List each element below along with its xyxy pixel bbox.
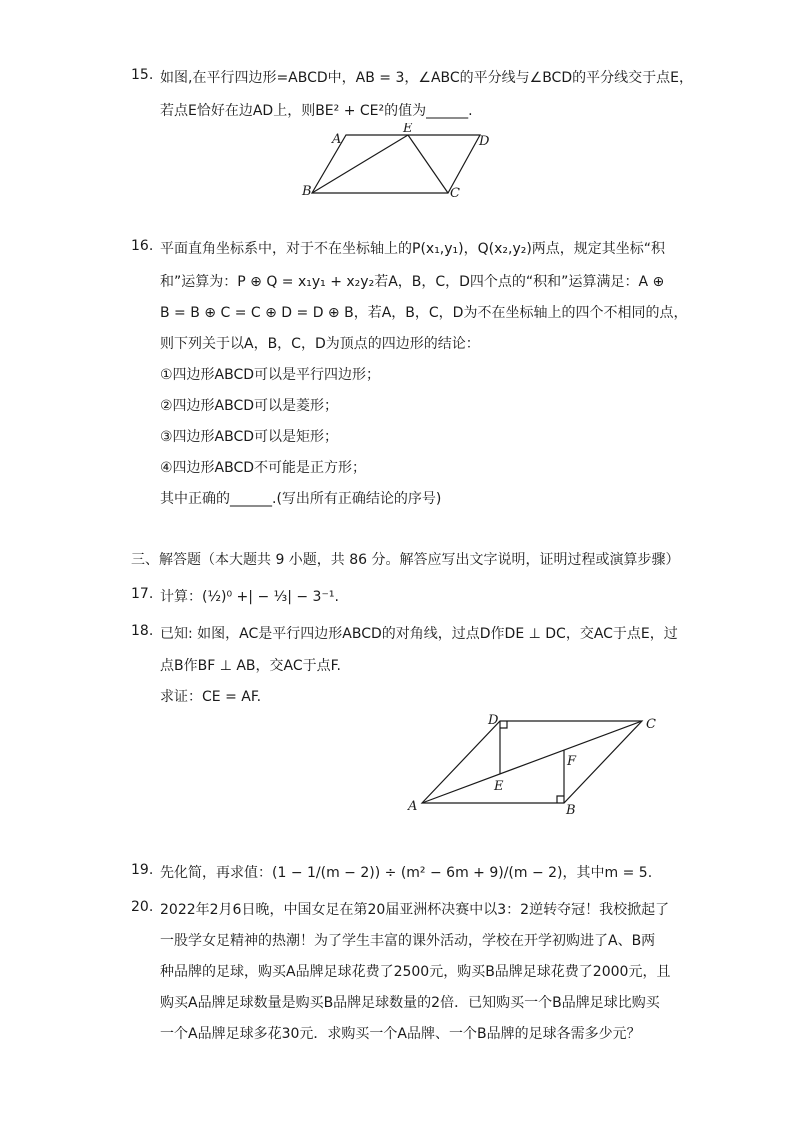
- q16-option-3: ③四边形ABCD可以是矩形；: [160, 429, 339, 445]
- q18-right-angle-b: [557, 796, 564, 803]
- q15-line-2: 若点E恰好在边AD上，则BE² + CE²的值为______.: [160, 103, 473, 119]
- q16-line-2: 和”运算为：P ⊕ Q = x₁y₁ + x₂y₂若A，B，C，D四个点的“积和”运算满足：A ⊕: [160, 274, 665, 290]
- q15-parallelogram-figure: [300, 123, 500, 201]
- q15-label-a: A: [332, 132, 342, 147]
- q18-diagonal-ac: [422, 721, 642, 803]
- q15-line-1: 如图,在平行四边形=ABCD中，AB = 3，∠ABC的平分线与∠BCD的平分线交于点E，: [160, 70, 693, 86]
- q18-line-1: 已知: 如图，AC是平行四边形ABCD的对角线，过点D作DE ⊥ DC，交AC于点E，过: [160, 626, 678, 642]
- q18-line-3: 求证：CE = AF.: [160, 689, 262, 705]
- q18-label-c: C: [646, 717, 656, 732]
- q18-label-d: D: [488, 713, 499, 728]
- section-3-title: 三、解答题（本大题共 9 小题，共 86 分。解答应写出文字说明，证明过程或演算步骤）: [131, 552, 680, 568]
- q20-line-4: 购买A品牌足球数量是购买B品牌足球数量的2倍．已知购买一个B品牌足球比购买: [160, 995, 660, 1011]
- q19-number: 19.: [131, 862, 154, 878]
- q15-label-d: D: [479, 134, 490, 149]
- q16-line-1: 平面直角坐标系中，对于不在坐标轴上的P(x₁,y₁)，Q(x₂,y₂)两点，规定其坐标“积: [160, 241, 666, 257]
- q18-label-f: F: [567, 754, 577, 769]
- q15-label-e: E: [403, 123, 413, 136]
- q16-line-4: 则下列关于以A，B，C，D为顶点的四边形的结论：: [160, 336, 480, 352]
- q18-label-e: E: [494, 779, 504, 794]
- q17-text: 计算：(½)⁰ +| − ⅓| − 3⁻¹.: [160, 589, 339, 605]
- q18-parallelogram-figure: [400, 708, 670, 820]
- q20-number: 20.: [131, 899, 154, 915]
- q16-number: 16.: [131, 238, 154, 254]
- q18-line-2: 点B作BF ⊥ AB，交AC于点F.: [160, 658, 341, 674]
- q17-number: 17.: [131, 586, 154, 602]
- q20-line-5: 一个A品牌足球多花30元．求购买一个A品牌、一个B品牌的足球各需多少元？: [160, 1026, 641, 1042]
- q16-option-2: ②四边形ABCD可以是菱形；: [160, 398, 339, 414]
- q19-text: 先化简，再求值：(1 − 1/(m − 2)) ÷ (m² − 6m + 9)/(m − 2)，其中m = 5.: [160, 865, 653, 881]
- q20-line-2: 一股学女足精神的热潮！为了学生丰富的课外活动，学校在开学初购进了A、B两: [160, 933, 656, 949]
- q18-number: 18.: [131, 623, 154, 639]
- q15-segment-ce: [408, 135, 448, 193]
- q16-option-1: ①四边形ABCD可以是平行四边形；: [160, 367, 381, 383]
- q18-label-a: A: [408, 799, 418, 814]
- q15-segment-be: [312, 135, 408, 193]
- q20-line-1: 2022年2月6日晚，中国女足在第20届亚洲杯决赛中以3：2逆转夺冠！我校掀起了: [160, 902, 670, 918]
- q15-label-b: B: [302, 184, 312, 199]
- q20-line-3: 种品牌的足球，购买A品牌足球花费了2500元，购买B品牌足球花费了2000元，且: [160, 964, 671, 980]
- q18-label-b: B: [566, 803, 576, 818]
- q16-answer-prompt: 其中正确的______.(写出所有正确结论的序号): [160, 491, 442, 507]
- q15-number: 15.: [131, 67, 154, 83]
- q15-label-c: C: [450, 186, 460, 201]
- q18-right-angle-d: [500, 721, 507, 728]
- q16-option-4: ④四边形ABCD不可能是正方形；: [160, 460, 367, 476]
- q16-line-3: B = B ⊕ C = C ⊕ D = D ⊕ B，若A，B，C，D为不在坐标轴上的四个不相同的点，: [160, 305, 688, 321]
